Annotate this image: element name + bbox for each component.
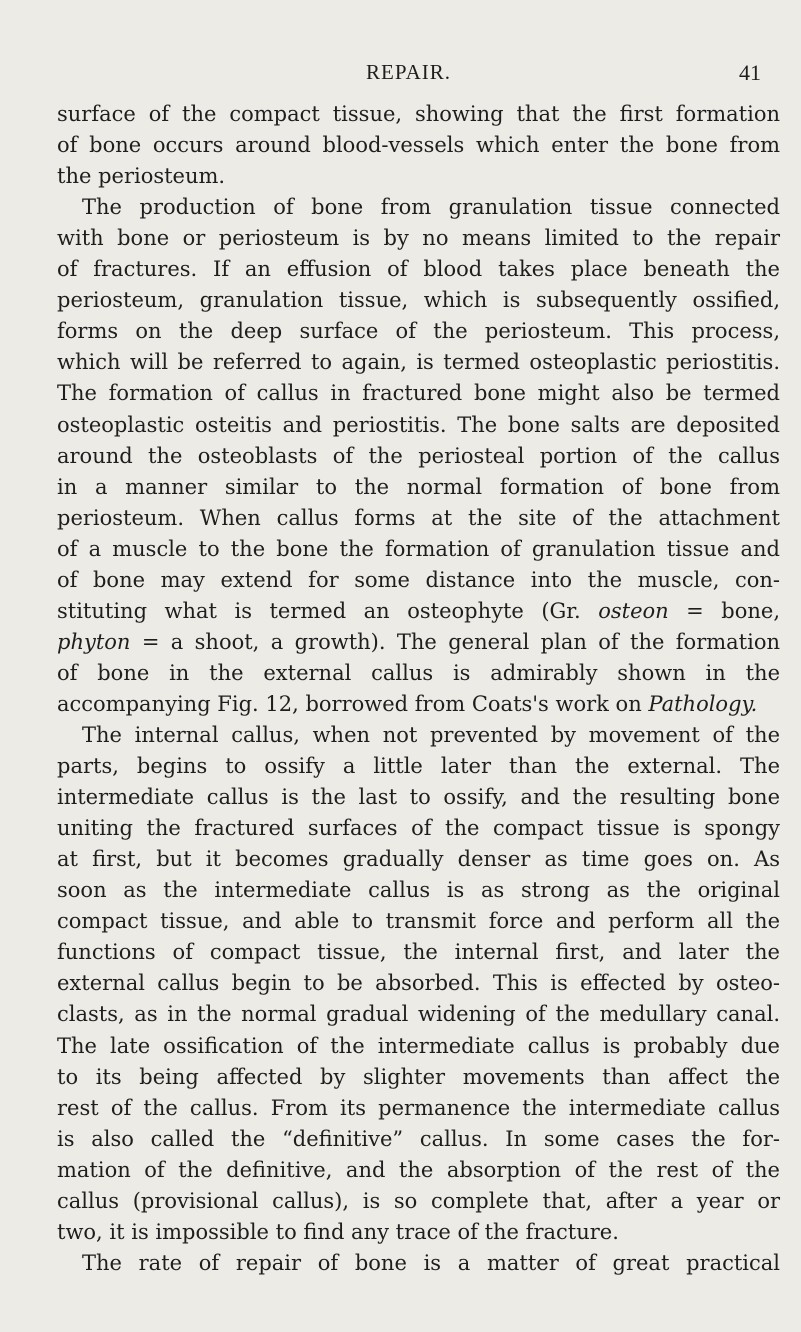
italic-term: Pathology.	[648, 691, 758, 716]
text-line	[57, 1156, 780, 1184]
text-run: the periosteum.	[57, 164, 226, 189]
text-run: stituting what is termed an osteophyte (Gr.	[57, 598, 599, 623]
running-head: REPAIR.	[366, 60, 452, 84]
text-line	[57, 473, 780, 501]
text-line	[82, 1249, 780, 1277]
text-run: clasts, as in the normal gradual widening of the medullary canal.	[57, 1002, 780, 1027]
text-line	[82, 193, 780, 221]
text-run: soon as the intermediate callus is as strong as the original	[57, 878, 780, 903]
text-line	[57, 504, 780, 532]
text-line	[57, 845, 780, 873]
text-run: accompanying Fig. 12, borrowed from Coats's work on	[57, 691, 649, 716]
text-line	[57, 752, 780, 780]
text-line	[57, 969, 780, 997]
text-run: osteoplastic osteitis and periostitis. The bone salts are deposited	[57, 412, 780, 437]
text-line	[57, 1218, 780, 1246]
text-line	[57, 1000, 780, 1028]
text-run: The formation of callus in fractured bone might also be termed	[57, 381, 780, 406]
text-line	[57, 442, 780, 470]
text-line	[57, 1063, 780, 1091]
text-line	[57, 566, 780, 594]
text-line	[57, 597, 780, 625]
text-run: The production of bone from granulation tissue connected	[82, 195, 780, 220]
text-line	[57, 1187, 780, 1215]
text-run: intermediate callus is the last to ossify, and the resulting bone	[57, 785, 780, 810]
text-run: is also called the “definitive” callus. In some cases the for-	[57, 1126, 780, 1151]
text-line	[57, 286, 780, 314]
text-line	[57, 317, 780, 345]
text-run: = bone,	[668, 598, 780, 623]
text-run: surface of the compact tissue, showing that the first formation	[57, 102, 780, 126]
text-run: The rate of repair of bone is a matter of great practical	[82, 1250, 780, 1275]
text-run: periosteum. When callus forms at the site of the attachment	[57, 505, 780, 530]
text-line	[82, 721, 780, 749]
text-run: of bone occurs around blood-vessels which enter the bone from	[57, 133, 780, 158]
text-run: with bone or periosteum is by no means limited to the repair	[57, 226, 780, 251]
text-run: uniting the fractured surfaces of the compact tissue is spongy	[57, 816, 780, 841]
text-run: of bone may extend for some distance into the muscle, con-	[57, 567, 780, 592]
text-run: The internal callus, when not prevented by movement of the	[82, 723, 780, 747]
text-line	[57, 690, 780, 718]
text-line	[57, 131, 780, 159]
text-run: around the osteoblasts of the periosteal portion of the callus	[57, 443, 780, 468]
text-run: at first, but it becomes gradually denser as time goes on. As	[57, 847, 780, 872]
text-run: compact tissue, and able to transmit force and perform all the	[57, 909, 780, 934]
text-line	[57, 876, 780, 904]
text-line	[57, 1032, 780, 1060]
text-line	[57, 783, 780, 811]
text-line	[57, 348, 780, 376]
text-line	[57, 814, 780, 842]
text-line	[57, 659, 780, 687]
text-run: to its being affected by slighter movements than affect the	[57, 1064, 780, 1089]
text-run: external callus begin to be absorbed. This is effected by osteo-	[57, 971, 780, 996]
italic-term: phyton	[57, 629, 131, 654]
text-run: of bone in the external callus is admirably shown in the	[57, 660, 780, 685]
italic-term: osteon	[598, 598, 669, 623]
text-run: = a shoot, a growth). The general plan of the formation	[130, 629, 780, 654]
text-run: forms on the deep surface of the periosteum. This process,	[57, 319, 780, 344]
text-line	[57, 379, 780, 407]
text-run: of a muscle to the bone the formation of granulation tissue and	[57, 536, 780, 561]
text-run: functions of compact tissue, the internal first, and later the	[57, 940, 780, 965]
text-line	[57, 535, 780, 563]
text-line	[57, 628, 780, 656]
text-run: The late ossification of the intermediate callus is probably due	[57, 1033, 780, 1058]
text-run: of fractures. If an effusion of blood takes place beneath the	[57, 257, 780, 282]
text-run: which will be referred to again, is termed osteoplastic periostitis.	[57, 350, 780, 375]
text-line	[57, 938, 780, 966]
text-run: callus (provisional callus), is so complete that, after a year or	[57, 1188, 780, 1213]
text-run: parts, begins to ossify a little later than the external. The	[57, 754, 780, 779]
text-run: rest of the callus. From its permanence the intermediate callus	[57, 1095, 780, 1120]
text-line	[57, 411, 780, 439]
page-number: 41	[739, 60, 761, 85]
text-run: mation of the definitive, and the absorption of the rest of the	[57, 1157, 780, 1182]
text-line	[57, 907, 780, 935]
text-run: two, it is impossible to find any trace of the fracture.	[57, 1219, 619, 1244]
text-line	[57, 1125, 780, 1153]
text-run: in a manner similar to the normal formation of bone from	[57, 474, 780, 499]
text-line	[57, 162, 780, 190]
text-line	[57, 255, 780, 283]
text-line	[57, 100, 780, 128]
text-line	[57, 1094, 780, 1122]
text-line	[57, 224, 780, 252]
text-run: periosteum, granulation tissue, which is subsequently ossified,	[57, 288, 780, 313]
